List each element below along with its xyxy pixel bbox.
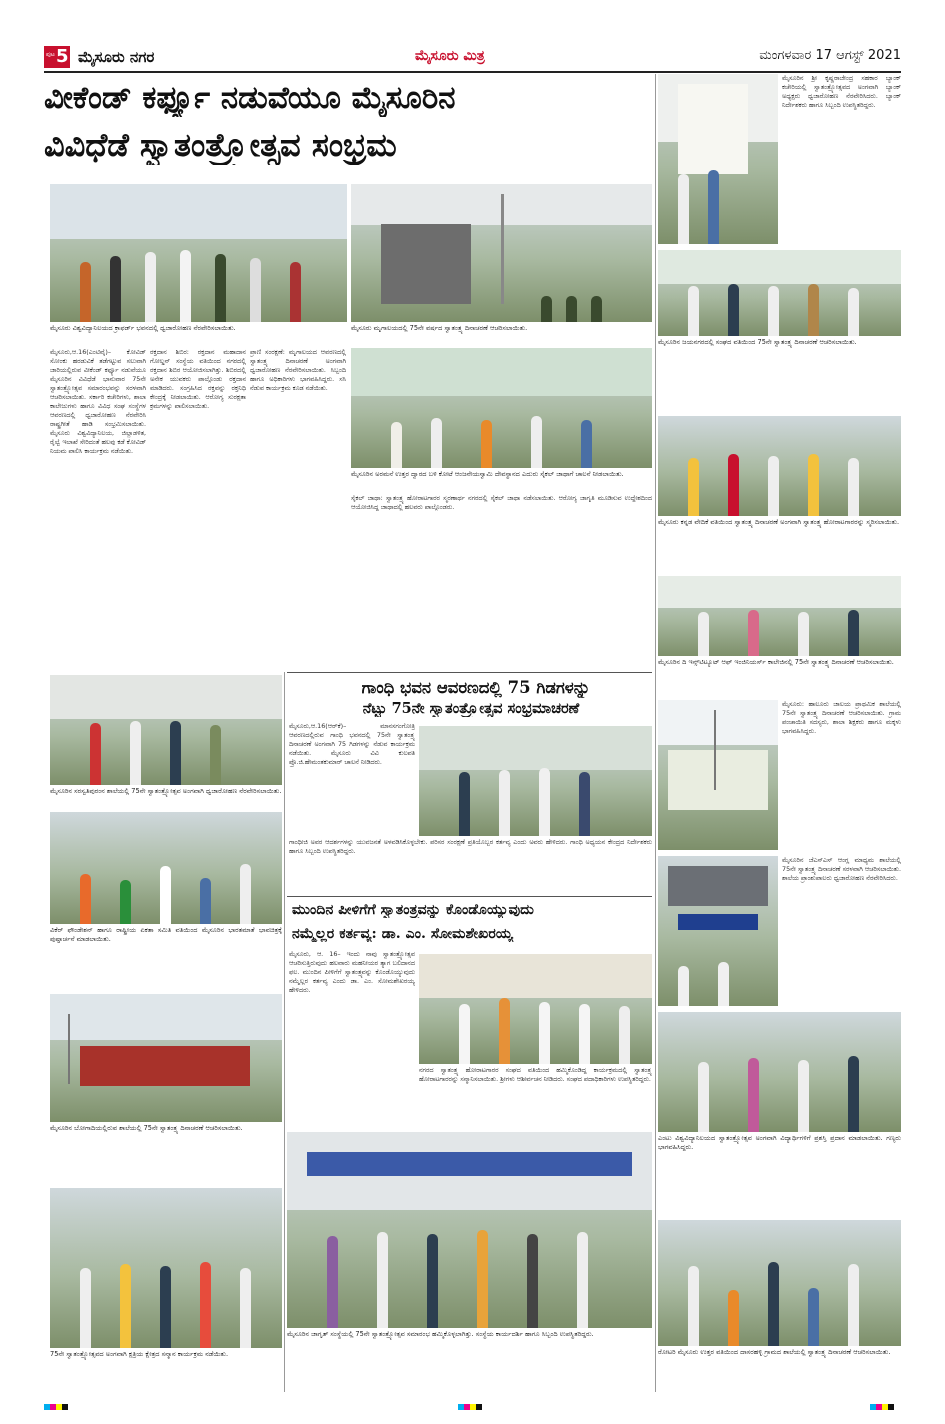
left-lower-caption-2: ವಿಕೆರ್ ಫೌಂಡೇಶನ್ ಹಾಗೂ ರಾಷ್ಟ್ರೀಯ ಏಕತಾ ಸಮಿತಿ ವತಿಯಿಂದ ಮೈಸೂರಿನ ಭಾರತಮಾತೆ ಭಾವಚಿತ್ರಕ್ಕೆ ಪುಷ್ಪಾರ್ಚನೆ ಮಾಡಲಾಯಿತು. [50,926,282,944]
photo-award-ceremony [658,1012,901,1132]
photo-school-staff-1 [50,675,282,785]
right-caption-e: ರೋಟರಿ ಮೈಸೂರು ಉತ್ತರ ವತಿಯಿಂದ ದಾಸರಹಳ್ಳಿ ಗ್ರಾಮದ ಶಾಲೆಯಲ್ಲಿ ಸ್ವಾತಂತ್ರ್ಯ ದಿನಾಚರಣೆ ಆಚರಿಸಲಾಯಿತು. [658,1348,891,1356]
left-lower-caption-1: ಮೈಸೂರಿನ ಸರಸ್ವತಿಪುರಂನ ಶಾಲೆಯಲ್ಲಿ 75ನೇ ಸ್ವಾತಂತ್ರ್ಯೋತ್ಸವ ಅಂಗವಾಗಿ ಧ್ವಜಾರೋಹಣ ನೆರವೇರಿಸಲಾಯಿತು. [50,787,282,795]
lead-headline-line2: ವಿವಿಧೆಡೆ ಸ್ವಾತಂತ್ರ್ಯೋತ್ಸವ ಸಂಭ್ರಮ [44,126,397,164]
gandhi-body-2: ಗಾಂಧೀಜಿ ಅವರ ಆದರ್ಶಗಳನ್ನು ಯುವಜನತೆ ಅಳವಡಿಸಿಕೊಳ್ಳಬೇಕು. ಪರಿಸರ ಸಂರಕ್ಷಣೆ ಪ್ರತಿಯೊಬ್ಬರ ಕರ್ತವ್ಯ ಎಂದು ಅವರು ಹೇಳಿದರು. ಗಾಂಧಿ ಅಧ್ಯಯನ ಕೇಂದ್ರದ ನಿರ್ದೇಶಕರು ಹಾಗೂ ಸಿಬ್ಬಂದಿ ಉಪಸ್ಥಿತರಿದ್ದರು. [289,838,652,855]
photo-bogadi-school [50,994,282,1122]
freedom-body: ಮೈಸೂರು, ಆ. 16– ಇಂದು ನಾವು ಸ್ವಾತಂತ್ರ್ಯೋತ್ಸವ ಆಚರಿಸುತ್ತಿರುವುದು ಹಲವಾರು ಮಹನೀಯರ ತ್ಯಾಗ ಬಲಿದಾನದ ಫಲ. ಮುಂದಿನ ಪೀಳಿಗೆಗೆ ಸ್ವಾತಂತ್ರ್ಯವನ್ನು ಕೊಂಡೊಯ್ಯುವುದು ನಮ್ಮೆಲ್ಲರ ಕರ್ತವ್ಯ ಎಂದು ಡಾ. ಎಂ. ಸೋಮಶೇಖರಯ್ಯ ಹೇಳಿದರು. [289,950,415,994]
lead-photo2-caption: ಮೈಸೂರು ಮೃಗಾಲಯದಲ್ಲಿ 75ನೇ ವರ್ಷದ ಸ್ವಾತಂತ್ರ್ಯ ದಿನಾಚರಣೆ ಆಚರಿಸಲಾಯಿತು. [351,324,528,332]
registration-marks-left [44,1404,74,1410]
left-lower-caption-3: ಮೈಸೂರಿನ ಬೋಗಾದಿಯಲ್ಲಿರುವ ಶಾಲೆಯಲ್ಲಿ 75ನೇ ಸ್ವಾತಂತ್ರ್ಯ ದಿನಾಚರಣೆ ಆಚರಿಸಲಾಯಿತು. [50,1124,243,1132]
column-rule-left [284,672,285,1392]
cycle-rally-caption: ಮೈಸೂರಿನ ಅರಮನೆ ಉತ್ತರ ದ್ವಾರದ ಬಳಿ ಕೋಟೆ ಆಂಜನೇಯಸ್ವಾಮಿ ದೇವಸ್ಥಾನದ ಎದುರು ಸೈಕಲ್ ಜಾಥಾಗೆ ಚಾಲನೆ ನೀಡಲಾಯಿತು. [351,470,624,478]
photo-vikar-foundation [50,812,282,924]
lead-headline-line1: ವೀಕೆಂಡ್ ಕರ್ಫ್ಯೂ ನಡುವೆಯೂ ಮೈಸೂರಿನ [44,80,456,116]
center-lower-caption: ಮೈಸೂರಿನ ಜಾಗೃತ್ ಸಂಸ್ಥೆಯಲ್ಲಿ 75ನೇ ಸ್ವಾತಂತ್ರ್ಯೋತ್ಸವ ಸಮಾರಂಭ ಹಮ್ಮಿಕೊಳ್ಳಲಾಗಿತ್ತು. ಸಂಸ್ಥೆಯ ಕಾರ್ಯದರ್ಶಿ ಹಾಗೂ ಸಿಬ್ಬಂದಿ ಉಪಸ್ಥಿತರಿದ್ದರು. [287,1330,594,1338]
photo-kshatriya-event [50,1188,282,1348]
right-text-2: ಮೈಸೂರು: ಹಾಲೂರು ಜಾಲಯ ಪ್ರಾಥಮಿಕ ಶಾಲೆಯಲ್ಲಿ 75ನೇ ಸ್ವಾತಂತ್ರ್ಯ ದಿನಾಚರಣೆ ಆಚರಿಸಲಾಯಿತು. ಗ್ರಾಮ ಪಂಚಾಯಿತಿ ಸದಸ್ಯರು, ಶಾಲಾ ಶಿಕ್ಷಕರು ಹಾಗೂ ಮಕ್ಕಳು ಭಾಗವಹಿಸಿದ್ದರು. [782,700,901,735]
right-text-3: ಮೈಸೂರಿನ ಜೆಎಸ್‌ಎಸ್ ಆಂಗ್ಲ ಮಾಧ್ಯಮ ಶಾಲೆಯಲ್ಲಿ 75ನೇ ಸ್ವಾತಂತ್ರ್ಯ ದಿನಾಚರಣೆ ಸರಳವಾಗಿ ಆಚರಿಸಲಾಯಿತು. ಶಾಲೆಯ ಪ್ರಾಂಶುಪಾಲರು ಧ್ವಜಾರೋಹಣ ನೆರವೇರಿಸಿದರು. [782,856,901,882]
gandhi-headline-line2: ನೆಟ್ಟು 75ನೇ ಸ್ವಾತಂತ್ರ್ಯೋತ್ಸವ ಸಂಭ್ರಮಾಚರಣೆ [362,700,580,717]
photo-gandhi-bhavan-planting [419,726,652,836]
page-number: 5 [56,46,69,67]
issue-date: ಮಂಗಳವಾರ 17 ಆಗಸ್ಟ್ 2021 [759,48,901,63]
gandhi-top-rule [287,672,652,673]
right-caption-d: ಎಂಟು ವಿಶ್ವವಿದ್ಯಾನಿಲಯದ ಸ್ವಾತಂತ್ರ್ಯೋತ್ಸವ ಅಂಗವಾಗಿ ವಿದ್ಯಾರ್ಥಿಗಳಿಗೆ ಪ್ರಶಸ್ತಿ ಪ್ರದಾನ ಮಾಡಲಾಯಿತು. ಗಣ್ಯರು ಭಾಗವಹಿಸಿದ್ದರು. [658,1134,901,1152]
paper-name: ಮೈಸೂರು ಮಿತ್ರ [415,48,485,64]
right-caption-a: ಮೈಸೂರಿನ ಜಯನಗರದಲ್ಲಿ ಸಂಘದ ವತಿಯಿಂದ 75ನೇ ಸ್ವಾತಂತ್ರ್ಯ ದಿನಾಚರಣೆ ಆಚರಿಸಲಾಯಿತು. [658,338,857,346]
photo-freedom-fighters-felicitation [419,954,652,1064]
masthead-rule [44,71,901,73]
photo-haluru-school [658,700,778,850]
lead-photo1-caption: ಮೈಸೂರು ವಿಶ್ವವಿದ್ಯಾನಿಲಯದ ಕ್ರಾಫರ್ಡ್ ಭವನದಲ್ಲಿ ಧ್ವಜಾರೋಹಣ ನೆರವೇರಿಸಲಾಯಿತು. [50,324,236,332]
registration-marks-center [458,1404,488,1410]
photo-kannada-vedike [658,416,901,516]
photo-jss-school [658,856,778,1006]
photo-engineers-institute [658,576,901,656]
lead-body-column-4: ಸೈಕಲ್ ಜಾಥಾ: ಸ್ವಾತಂತ್ರ್ಯ ಹೋರಾಟಗಾರರ ಸ್ಮರಣಾರ್ಥ ನಗರದಲ್ಲಿ ಸೈಕಲ್ ಜಾಥಾ ನಡೆಸಲಾಯಿತು. ಆರೋಗ್ಯ ಜಾಗೃತಿ ಮೂಡಿಸುವ ಉದ್ದೇಶದಿಂದ ಆಯೋಜಿಸಿದ್ದ ಜಾಥಾದಲ್ಲಿ ಹಲವರು ಪಾಲ್ಗೊಂಡರು. [351,494,652,511]
gandhi-headline-line1: ಗಾಂಧಿ ಭವನ ಆವರಣದಲ್ಲಿ 75 ಗಿಡಗಳನ್ನು [361,678,591,697]
photo-jagruth-staff [287,1132,652,1328]
photo-rotary-school [658,1220,901,1346]
right-caption-c: ಮೈಸೂರಿನ ದಿ ಇನ್ಸ್‌ಟಿಟ್ಯೂಟ್ ಆಫ್ ಇಂಜಿನಿಯರ್ಸ್ ಕಾಲೇಜಿನಲ್ಲಿ 75ನೇ ಸ್ವಾತಂತ್ರ್ಯ ದಿನಾಚರಣೆ ಆಚರಿಸಲಾಯಿತು. [658,658,894,666]
registration-marks-right [870,1404,900,1410]
section-name: ಮೈಸೂರು ನಗರ [78,48,155,66]
right-text-1: ಮೈಸೂರಿನ ಶ್ರೀ ಕೃಷ್ಣರಾಜೇಂದ್ರ ಸಹಕಾರ ಬ್ಯಾಂಕ್ ಕಚೇರಿಯಲ್ಲಿ ಸ್ವಾತಂತ್ರ್ಯೋತ್ಸವದ ಅಂಗವಾಗಿ ಬ್ಯಾಂಕ್ ಅಧ್ಯಕ್ಷರು ಧ್ವಜಾರೋಹಣ ನೆರವೇರಿಸಿದರು. ಬ್ಯಾಂಕ್ ನಿರ್ದೇಶಕರು ಹಾಗೂ ಸಿಬ್ಬಂದಿ ಉಪಸ್ಥಿತರಿದ್ದರು. [782,74,901,109]
photo-zoo-ceremony [351,184,652,322]
lead-body-column-3: ಪ್ರಾಣಿ ಸಂರಕ್ಷಣೆ: ಮೃಗಾಲಯದ ಆವರಣದಲ್ಲಿ ಸ್ವಾತಂತ್ರ್ಯ ದಿನಾಚರಣೆ ಅಂಗವಾಗಿ ಧ್ವಜಾರೋಹಣ ನೆರವೇರಿಸಲಾಯಿತು. ಸಿಬ್ಬಂದಿ ಹಾಗೂ ಅಧಿಕಾರಿಗಳು ಭಾಗವಹಿಸಿದ್ದರು. ಸಸಿ ನೆಡುವ ಕಾರ್ಯಕ್ರಮ ಕೂಡ ನಡೆಯಿತು. [250,348,346,392]
freedom-body-2: ನಗರದ ಸ್ವಾತಂತ್ರ್ಯ ಹೋರಾಟಗಾರರ ಸಂಘದ ವತಿಯಿಂದ ಹಮ್ಮಿಕೊಂಡಿದ್ದ ಕಾರ್ಯಕ್ರಮದಲ್ಲಿ ಸ್ವಾತಂತ್ರ್ಯ ಹೋರಾಟಗಾರರನ್ನು ಸನ್ಮಾನಿಸಲಾಯಿತು. ಶ್ರೀಗಳು ಆಶೀರ್ವಚನ ನೀಡಿದರು. ಸಂಘದ ಪದಾಧಿಕಾರಿಗಳು ಉಪಸ್ಥಿತರಿದ್ದರು. [419,1066,652,1083]
photo-jayanagar-association [658,250,901,336]
freedom-headline-line1: ಮುಂದಿನ ಪೀಳಿಗೆಗೆ ಸ್ವಾತಂತ್ರ್ಯವನ್ನು ಕೊಂಡೊಯ್ಯುವುದು [292,902,534,918]
photo-university-flag-hoisting [50,184,347,322]
lead-body-column-2: ರಕ್ತದಾನ ಶಿಬಿರ: ರಕ್ತದಾನ ಮಹಾದಾನ ಗೋಲ್ಡನ್ ಸಂಸ್ಥೆಯ ವತಿಯಿಂದ ನಗರದಲ್ಲಿ ರಕ್ತದಾನ ಶಿಬಿರ ಆಯೋಜಿಸಲಾಗಿತ್ತು. ಶಿಬಿರದಲ್ಲಿ ಅನೇಕ ಯುವಕರು ಪಾಲ್ಗೊಂಡು ರಕ್ತದಾನ ಮಾಡಿದರು. ಸಂಗ್ರಹಿಸಿದ ರಕ್ತವನ್ನು ರಕ್ತನಿಧಿ ಕೇಂದ್ರಕ್ಕೆ ನೀಡಲಾಯಿತು. ಆರೋಗ್ಯ ಸುರಕ್ಷತಾ ಕ್ರಮಗಳನ್ನು ಪಾಲಿಸಲಾಯಿತು. [150,348,246,410]
right-caption-b: ಮೈಸೂರು ಕನ್ನಡ ವೇದಿಕೆ ವತಿಯಿಂದ ಸ್ವಾತಂತ್ರ್ಯ ದಿನಾಚರಣೆ ಅಂಗವಾಗಿ ಸ್ವಾತಂತ್ರ್ಯ ಹೋರಾಟಗಾರರನ್ನು ಸ್ಮರಿಸಲಾಯಿತು. [658,518,900,526]
photo-cycle-rally [351,348,652,468]
freedom-headline-line2: ನಮ್ಮೆಲ್ಲರ ಕರ್ತವ್ಯ: ಡಾ. ಎಂ. ಸೋಮಶೇಖರಯ್ಯ [292,926,514,942]
lead-body-column-1: ಮೈಸೂರು,ಆ.16(ಎಂಟಿವೈ)– ಕೋವಿಡ್ ಸೋಂಕು ಹರಡುವಿಕೆ ತಡೆಗಟ್ಟುವ ಸಲುವಾಗಿ ಜಾರಿಯಲ್ಲಿರುವ ವೀಕೆಂಡ್ ಕರ್ಫ್ಯೂ ನಡುವೆಯೂ ಮೈಸೂರಿನ ವಿವಿಧೆಡೆ ಭಾನುವಾರ 75ನೇ ಸ್ವಾತಂತ್ರ್ಯೋತ್ಸವ ಸಮಾರಂಭವನ್ನು ಸರಳವಾಗಿ ಆಚರಿಸಲಾಯಿತು. ಸರ್ಕಾರಿ ಕಚೇರಿಗಳು, ಶಾಲಾ ಕಾಲೇಜುಗಳು ಹಾಗೂ ವಿವಿಧ ಸಂಘ ಸಂಸ್ಥೆಗಳ ಆವರಣದಲ್ಲಿ ಧ್ವಜಾರೋಹಣ ನೆರವೇರಿಸಿ ರಾಷ್ಟ್ರಗೀತೆ ಹಾಡಿ ಸಂಭ್ರಮಿಸಲಾಯಿತು. ಮೈಸೂರು ವಿಶ್ವವಿದ್ಯಾನಿಲಯ, ಜಿಲ್ಲಾಡಳಿತ, ರೈಲ್ವೆ ಇಲಾಖೆ ಸೇರಿದಂತೆ ಹಲವು ಕಡೆ ಕೋವಿಡ್ ನಿಯಮ ಪಾಲಿಸಿ ಕಾರ್ಯಕ್ರಮ ನಡೆಯಿತು. [50,348,146,455]
photo-bank-flag-hoisting [658,74,778,244]
page-label: ಪುಟ [46,51,55,58]
page-badge [44,46,70,68]
freedom-top-rule [287,896,652,897]
column-rule-right [655,74,656,1392]
gandhi-body: ಮೈಸೂರು,ಆ.16(ಆರ್‌ಕೆ)– ಮಾನಸಗಂಗೋತ್ರಿ ಆವರಣದಲ್ಲಿರುವ ಗಾಂಧಿ ಭವನದಲ್ಲಿ 75ನೇ ಸ್ವಾತಂತ್ರ್ಯ ದಿನಾಚರಣೆ ಅಂಗವಾಗಿ 75 ಗಿಡಗಳನ್ನು ನೆಡುವ ಕಾರ್ಯಕ್ರಮ ನಡೆಯಿತು. ಮೈಸೂರು ವಿವಿ ಕುಲಪತಿ ಪ್ರೊ.ಜಿ.ಹೇಮಂತಕುಮಾರ್ ಚಾಲನೆ ನೀಡಿದರು. [289,722,415,766]
left-lower-caption-4: 75ನೇ ಸ್ವಾತಂತ್ರ್ಯೋತ್ಸವದ ಅಂಗವಾಗಿ ಕ್ಷತ್ರಿಯ ಕ್ಷೇತ್ರದ ಸನ್ಮಾನ ಕಾರ್ಯಕ್ರಮ ನಡೆಯಿತು. [50,1350,229,1358]
